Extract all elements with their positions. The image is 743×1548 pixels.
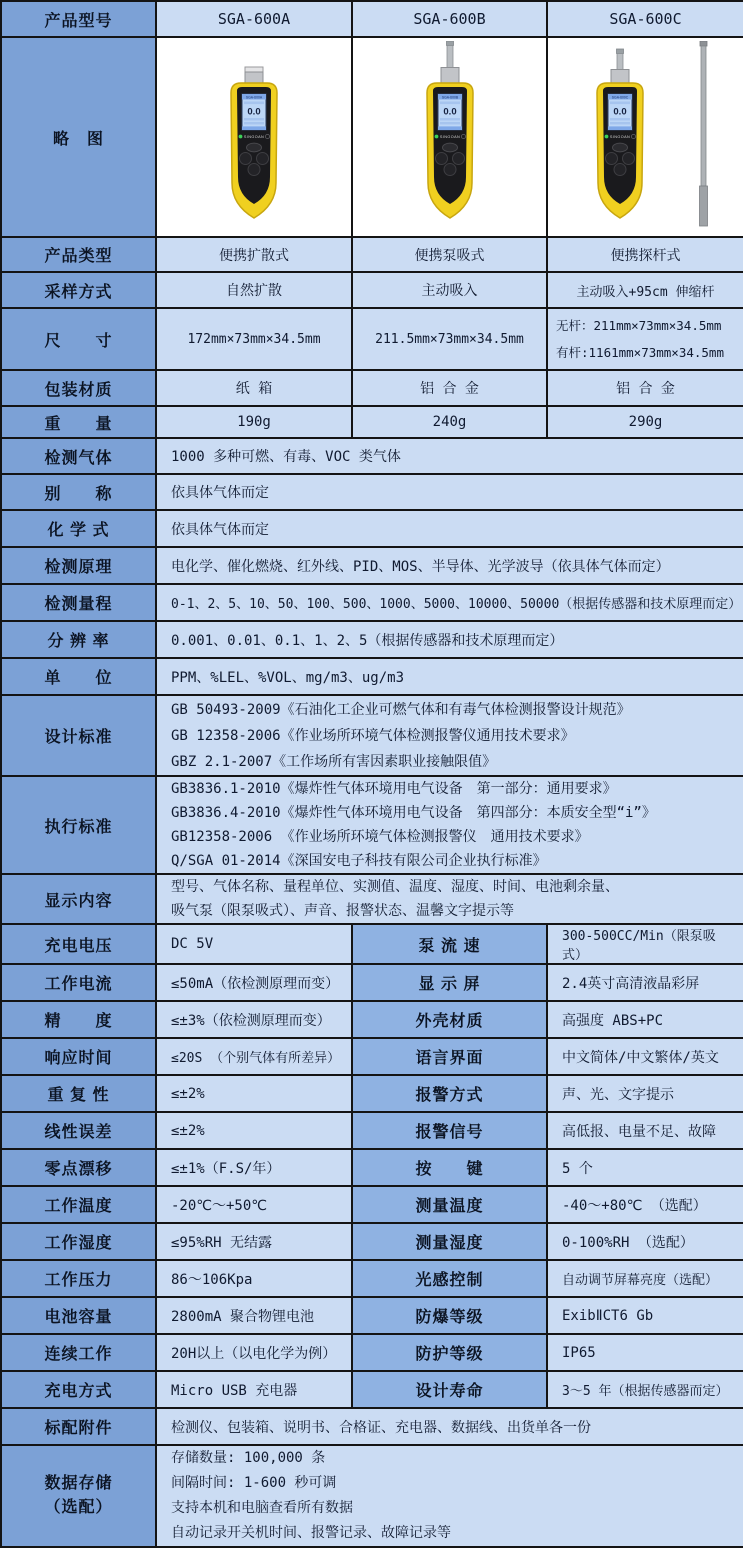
row-value: 铝 合 金 bbox=[547, 370, 743, 406]
table-row bbox=[1, 776, 743, 874]
screen-model-text: SGA-600C bbox=[611, 95, 628, 100]
screen-data-row bbox=[440, 122, 460, 124]
screen-status-row bbox=[440, 102, 460, 105]
display-content-line: 型号、气体名称、量程单位、实测值、温度、湿度、时间、电池剩余量、 bbox=[171, 879, 619, 895]
table-row bbox=[1, 621, 743, 658]
display-content-line: 吸气泵（限泵吸式）、声音、报警状态、温馨文字提示等 bbox=[171, 903, 514, 919]
spec-value: 2.4英寸高清液晶彩屏 bbox=[547, 964, 743, 1001]
spec-value: ≤20S （个别气体有所差异） bbox=[156, 1038, 352, 1075]
row-label-sketch: 略 图 bbox=[1, 37, 156, 237]
device-illustration-pump bbox=[390, 41, 510, 233]
table-row bbox=[1, 370, 743, 406]
row-label: 设计标准 bbox=[1, 695, 156, 776]
spec-value: 5 个 bbox=[547, 1149, 743, 1186]
spec-value: 86～106Kpa bbox=[156, 1260, 352, 1297]
model-name-c: SGA-600C bbox=[547, 1, 743, 37]
table-row bbox=[1, 510, 743, 547]
screen-datetime-bar bbox=[608, 126, 632, 130]
spec-label: 响应时间 bbox=[1, 1038, 156, 1075]
brand-text: SINGOAN bbox=[439, 135, 460, 139]
spec-label: 工作电流 bbox=[1, 964, 156, 1001]
spec-label: 防护等级 bbox=[352, 1334, 547, 1371]
screen-data-row bbox=[244, 118, 264, 120]
menu-button bbox=[442, 143, 457, 152]
spec-value: 3～5 年（根据传感器而定） bbox=[547, 1371, 743, 1408]
row-label-product-model: 产品型号 bbox=[1, 1, 156, 37]
row-value: 1000 多种可燃、有毒、VOC 类气体 bbox=[156, 438, 743, 474]
screen-reading: 0.0 bbox=[247, 106, 261, 118]
row-value: 290g bbox=[547, 406, 743, 438]
spec-label: 工作温度 bbox=[1, 1186, 156, 1223]
row-label: 包装材质 bbox=[1, 370, 156, 406]
spec-label: 充电方式 bbox=[1, 1371, 156, 1408]
menu-button bbox=[247, 143, 262, 152]
table-row bbox=[1, 438, 743, 474]
spec-value: 高低报、电量不足、故障 bbox=[547, 1112, 743, 1149]
spec-value: ExibⅡCT6 Gb bbox=[547, 1297, 743, 1334]
spec-label: 测量温度 bbox=[352, 1186, 547, 1223]
standard-line: GB 12358-2006《作业场所环境气体检测报警仪通用技术要求》 bbox=[171, 727, 575, 744]
row-value-design-standards bbox=[156, 695, 743, 776]
table-row bbox=[1, 1445, 743, 1547]
table-row bbox=[1, 237, 743, 272]
spec-label: 防爆等级 bbox=[352, 1297, 547, 1334]
row-label: 分 辨 率 bbox=[1, 621, 156, 658]
spec-label: 精 度 bbox=[1, 1001, 156, 1038]
device-image-sga-600b bbox=[352, 37, 547, 237]
probe-rod bbox=[617, 54, 623, 70]
left-button bbox=[435, 153, 447, 165]
telescopic-rod-tip bbox=[700, 41, 707, 46]
model-name-b: SGA-600B bbox=[352, 1, 547, 37]
table-row bbox=[1, 1186, 743, 1223]
screen-model-text: SGA-600A bbox=[245, 95, 263, 100]
spec-label: 光感控制 bbox=[352, 1260, 547, 1297]
right-button bbox=[622, 153, 634, 165]
row-label: 尺 寸 bbox=[1, 308, 156, 370]
standard-line: GB3836.4-2010《爆炸性气体环境用电气设备 第四部分：本质安全型“i”》 bbox=[171, 805, 656, 821]
screen-status-row bbox=[244, 102, 264, 105]
model-name-a: SGA-600A bbox=[156, 1, 352, 37]
spec-value: IP65 bbox=[547, 1334, 743, 1371]
row-label: 单 位 bbox=[1, 658, 156, 695]
spec-label: 工作压力 bbox=[1, 1260, 156, 1297]
status-led bbox=[239, 135, 243, 139]
probe-rod bbox=[447, 46, 453, 68]
screen-data-row bbox=[244, 122, 264, 124]
row-label: 采样方式 bbox=[1, 272, 156, 308]
spec-label: 重 复 性 bbox=[1, 1075, 156, 1112]
standard-line: GB3836.1-2010《爆炸性气体环境用电气设备 第一部分：通用要求》 bbox=[171, 781, 617, 797]
spec-label: 测量湿度 bbox=[352, 1223, 547, 1260]
row-label: 检测原理 bbox=[1, 547, 156, 584]
standard-line: Q/SGA 01-2014《深国安电子科技有限公司企业执行标准》 bbox=[171, 853, 547, 869]
probe-tip bbox=[616, 49, 623, 54]
row-value: 铝 合 金 bbox=[352, 370, 547, 406]
spec-label: 连续工作 bbox=[1, 1334, 156, 1371]
sensor-collar bbox=[441, 68, 459, 84]
telescopic-rod bbox=[701, 46, 706, 186]
screen-data-row bbox=[610, 118, 630, 120]
spec-label: 设计寿命 bbox=[352, 1371, 547, 1408]
spec-label: 显 示 屏 bbox=[352, 964, 547, 1001]
spec-value: ≤50mA（依检测原理而变） bbox=[156, 964, 352, 1001]
left-button bbox=[240, 153, 252, 165]
brand-text: SINGOAN bbox=[609, 135, 630, 139]
screen-data-row bbox=[440, 118, 460, 120]
sensor-cap-rim bbox=[245, 67, 263, 72]
row-value: 240g bbox=[352, 406, 547, 438]
screen-datetime-bar bbox=[438, 126, 462, 130]
storage-line: 间隔时间: 1-600 秒可调 bbox=[171, 1475, 337, 1491]
device-illustration-diffusion bbox=[194, 41, 314, 233]
storage-line: 支持本机和电脑查看所有数据 bbox=[171, 1500, 353, 1516]
row-label: 标配附件 bbox=[1, 1408, 156, 1445]
table-row bbox=[1, 1149, 743, 1186]
table-row bbox=[1, 695, 743, 776]
row-value: 依具体气体而定 bbox=[156, 510, 743, 547]
table-row bbox=[1, 1, 743, 37]
table-row bbox=[1, 547, 743, 584]
row-value-exec-standards bbox=[156, 776, 743, 874]
left-button bbox=[605, 153, 617, 165]
telescopic-rod-base bbox=[699, 186, 707, 226]
row-value: PPM、%LEL、%VOL、mg/m3、ug/m3 bbox=[156, 658, 743, 695]
spec-label: 电池容量 bbox=[1, 1297, 156, 1334]
row-value: 自然扩散 bbox=[156, 272, 352, 308]
spec-label: 按 键 bbox=[352, 1149, 547, 1186]
menu-button bbox=[612, 143, 627, 152]
status-led bbox=[604, 135, 608, 139]
spec-value: 高强度 ABS+PC bbox=[547, 1001, 743, 1038]
spec-label: 线性误差 bbox=[1, 1112, 156, 1149]
row-value: 190g bbox=[156, 406, 352, 438]
brand-text: SINGOAN bbox=[243, 135, 265, 139]
spec-label: 工作湿度 bbox=[1, 1223, 156, 1260]
spec-label: 报警方式 bbox=[352, 1075, 547, 1112]
table-row bbox=[1, 1408, 743, 1445]
table-row bbox=[1, 658, 743, 695]
table-row bbox=[1, 406, 743, 438]
right-button bbox=[257, 153, 269, 165]
table-row bbox=[1, 1371, 743, 1408]
spec-value: 20H以上（以电化学为例） bbox=[156, 1334, 352, 1371]
screen-status-row bbox=[610, 102, 630, 105]
table-row bbox=[1, 1223, 743, 1260]
spec-label: 外壳材质 bbox=[352, 1001, 547, 1038]
row-value: 主动吸入+95cm 伸缩杆 bbox=[547, 272, 743, 308]
spec-label: 泵 流 速 bbox=[352, 924, 547, 964]
screen-datetime-bar bbox=[242, 126, 266, 130]
spec-label: 零点漂移 bbox=[1, 1149, 156, 1186]
table-row bbox=[1, 1075, 743, 1112]
device-image-sga-600c bbox=[547, 37, 743, 237]
table-row bbox=[1, 1260, 743, 1297]
row-value: 0.001、0.01、0.1、1、2、5（根据传感器和技术原理而定） bbox=[156, 621, 743, 658]
screen-reading: 0.0 bbox=[442, 106, 457, 118]
row-value: 便携探杆式 bbox=[547, 237, 743, 272]
row-value-display-content bbox=[156, 874, 743, 924]
spec-value: 声、光、文字提示 bbox=[547, 1075, 743, 1112]
table-row bbox=[1, 308, 743, 370]
screen-model-text: SGA-600B bbox=[441, 95, 458, 100]
spec-value: DC 5V bbox=[156, 924, 352, 964]
row-value: 211.5mm×73mm×34.5mm bbox=[352, 308, 547, 370]
device-illustration-probe bbox=[566, 41, 726, 233]
spec-value: ≤95%RH 无结露 bbox=[156, 1223, 352, 1260]
sensor-cap bbox=[245, 72, 263, 84]
row-value-accessories: 检测仪、包装箱、说明书、合格证、充电器、数据线、出货单各一份 bbox=[156, 1408, 743, 1445]
status-led bbox=[434, 135, 438, 139]
table-row bbox=[1, 584, 743, 621]
row-value: 便携泵吸式 bbox=[352, 237, 547, 272]
row-label: 执行标准 bbox=[1, 776, 156, 874]
row-value-data-storage bbox=[156, 1445, 743, 1547]
storage-line: 存储数量: 100,000 条 bbox=[171, 1450, 326, 1466]
table-row bbox=[1, 37, 743, 237]
spec-value: ≤±3%（依检测原理而变） bbox=[156, 1001, 352, 1038]
probe-tip bbox=[446, 41, 453, 46]
row-value: 便携扩散式 bbox=[156, 237, 352, 272]
standard-line: GBZ 2.1-2007《工作场所有害因素职业接触限值》 bbox=[171, 753, 497, 770]
row-label: 显示内容 bbox=[1, 874, 156, 924]
data-storage-label-line1: 数据存储 bbox=[44, 1475, 113, 1492]
spec-value: 2800mA 聚合物锂电池 bbox=[156, 1297, 352, 1334]
table-row bbox=[1, 1297, 743, 1334]
spec-value: Micro USB 充电器 bbox=[156, 1371, 352, 1408]
table-row bbox=[1, 272, 743, 308]
storage-line: 自动记录开关机时间、报警记录、故障记录等 bbox=[171, 1525, 451, 1541]
spec-value: -40～+80℃ （选配） bbox=[547, 1186, 743, 1223]
row-label: 检测量程 bbox=[1, 584, 156, 621]
right-button bbox=[452, 153, 464, 165]
screen-data-row bbox=[610, 122, 630, 124]
row-value: 电化学、催化燃烧、红外线、PID、MOS、半导体、光学波导（依具体气体而定） bbox=[156, 547, 743, 584]
row-value: 172mm×73mm×34.5mm bbox=[156, 308, 352, 370]
row-label: 别 称 bbox=[1, 474, 156, 510]
sensor-collar bbox=[611, 70, 629, 84]
table-row bbox=[1, 964, 743, 1001]
spec-value: -20℃～+50℃ bbox=[156, 1186, 352, 1223]
row-value: 依具体气体而定 bbox=[156, 474, 743, 510]
table-row bbox=[1, 1038, 743, 1075]
dimension-line-with-rod: 有杆:1161mm×73mm×34.5mm bbox=[556, 345, 724, 360]
screen-reading: 0.0 bbox=[612, 106, 627, 118]
standard-line: GB 50493-2009《石油化工企业可燃气体和有毒气体检测报警设计规范》 bbox=[171, 701, 631, 718]
row-label: 化 学 式 bbox=[1, 510, 156, 547]
spec-value: ≤±2% bbox=[156, 1112, 352, 1149]
enter-button bbox=[444, 164, 456, 176]
standard-line: GB12358-2006 《作业场所环境气体检测报警仪 通用技术要求》 bbox=[171, 829, 589, 845]
spec-label: 报警信号 bbox=[352, 1112, 547, 1149]
table-row bbox=[1, 924, 743, 964]
enter-button bbox=[614, 164, 626, 176]
row-label: 检测气体 bbox=[1, 438, 156, 474]
row-value bbox=[547, 308, 743, 370]
row-value: 主动吸入 bbox=[352, 272, 547, 308]
spec-label: 语言界面 bbox=[352, 1038, 547, 1075]
table-row bbox=[1, 1001, 743, 1038]
device-image-sga-600a bbox=[156, 37, 352, 237]
enter-button bbox=[248, 164, 260, 176]
spec-value: 300-500CC/Min（限泵吸式） bbox=[547, 924, 743, 964]
table-row bbox=[1, 874, 743, 924]
dimension-line-no-rod: 无杆：211mm×73mm×34.5mm bbox=[556, 318, 722, 333]
spec-value: ≤±2% bbox=[156, 1075, 352, 1112]
table-row bbox=[1, 1334, 743, 1371]
table-row bbox=[1, 1112, 743, 1149]
spec-value: 自动调节屏幕亮度（选配） bbox=[547, 1260, 743, 1297]
row-value: 0-1、2、5、10、50、100、500、1000、5000、10000、50000（根据传感器和技术原理而定） bbox=[156, 584, 743, 621]
row-label-data-storage bbox=[1, 1445, 156, 1547]
row-label: 产品类型 bbox=[1, 237, 156, 272]
spec-value: 中文简体/中文繁体/英文 bbox=[547, 1038, 743, 1075]
data-storage-label-line2: （选配） bbox=[44, 1499, 113, 1516]
spec-value: ≤±1%（F.S/年） bbox=[156, 1149, 352, 1186]
table-row bbox=[1, 474, 743, 510]
row-label: 重 量 bbox=[1, 406, 156, 438]
row-value: 纸 箱 bbox=[156, 370, 352, 406]
spec-value: 0-100%RH （选配） bbox=[547, 1223, 743, 1260]
spec-label: 充电电压 bbox=[1, 924, 156, 964]
